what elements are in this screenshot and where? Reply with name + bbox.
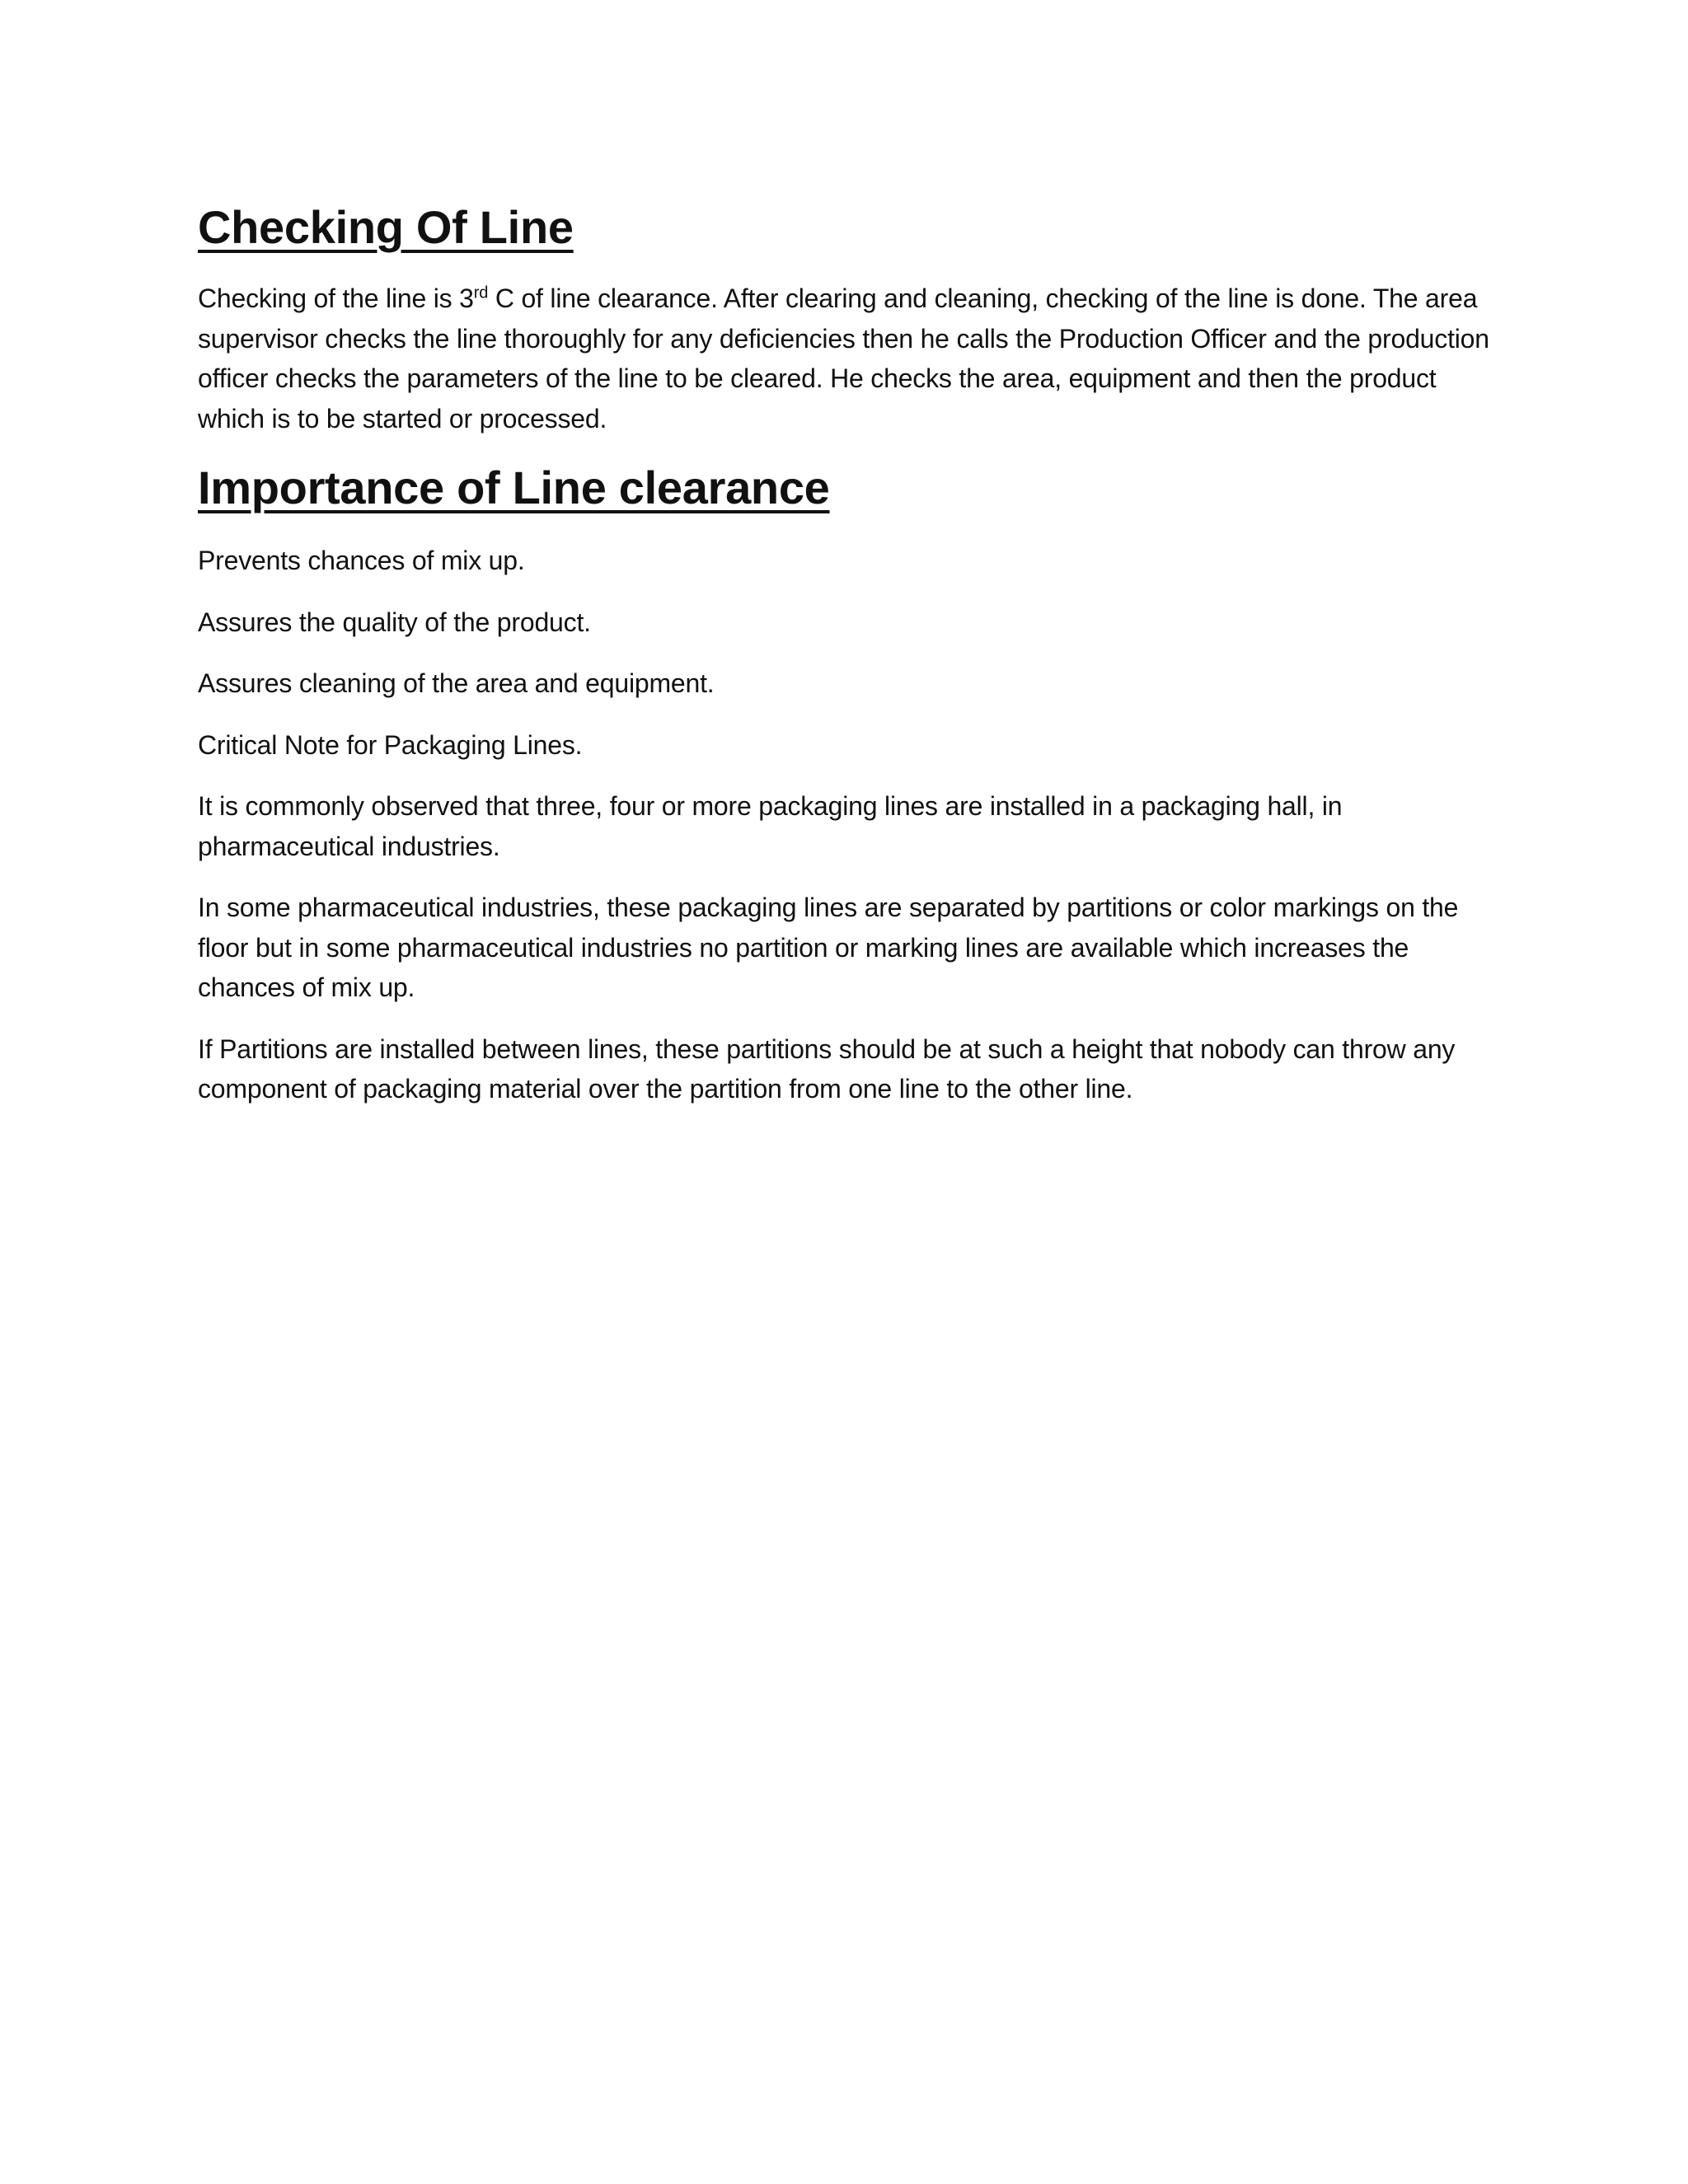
ordinal-superscript: rd [473,284,489,302]
checking-paragraph [198,279,1500,438]
critical-note-label: Critical Note for Packaging Lines. [198,729,583,760]
heading-importance-of-line-clearance: Importance of Line clearance [198,462,830,513]
partitions-markings-paragraph: In some pharmaceutical industries, these packaging lines are separated by partitions or color markings on the floor but in some pharmaceutical industries no partition or marking lines are available which increases the chances of mix up. [198,893,1459,1002]
heading-checking-of-line: Checking Of Line [198,201,574,253]
checking-paragraph-rest: C of line clearance. After clearing and cleaning, checking of the line is done. The area supervisor checks the line thoroughly for any deficiencies then he calls the Production Officer and the production officer checks the parameters of the line to be cleared. He checks the area, equipment and then the product which is to be started or processed. [198,284,1489,434]
importance-point-quality: Assures the quality of the product. [198,607,591,637]
partition-height-paragraph: If Partitions are installed between lines, these partitions should be at such a height that nobody can throw any component of packaging material over the partition from one line to the other line. [198,1033,1456,1104]
importance-point-mix-up: Prevents chances of mix up. [198,546,525,575]
packaging-lines-paragraph: It is commonly observed that three, four or more packaging lines are installed in a packaging hall, in pharmaceutical industries. [198,791,1343,861]
checking-paragraph-start: Checking of the line is 3 [198,284,474,313]
document-body [198,199,1500,1131]
importance-point-cleaning: Assures cleaning of the area and equipment. [198,668,715,698]
